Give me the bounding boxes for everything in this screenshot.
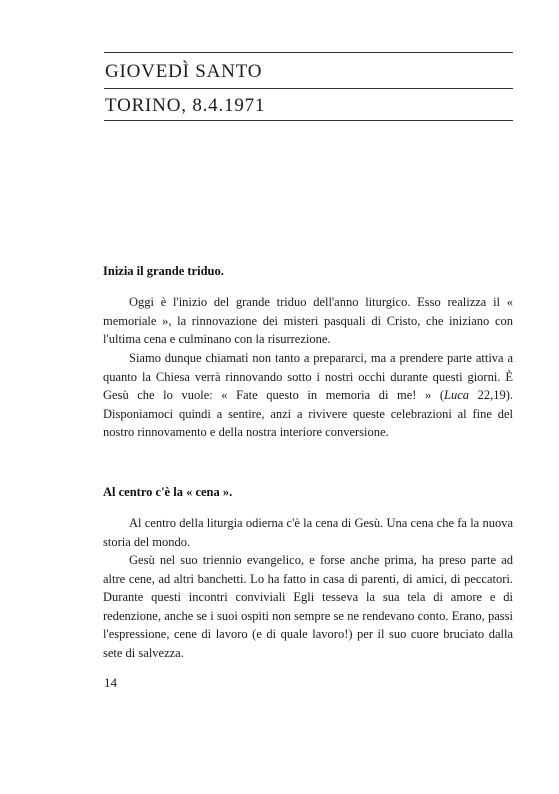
- place-date: TORINO, 8.4.1971: [105, 95, 266, 116]
- top-rule: [104, 52, 513, 53]
- paragraph-2-text: Siamo dunque chiamati non tanto a prepararci, ma a prendere parte attiva a quanto la Chiesa verrà rinnovando sotto i nostri occhi durante questi giorni. È Gesù che lo vuole: « Fate questo in memoria di me! »: [103, 351, 513, 402]
- section-title-1: Inizia il grande triduo.: [103, 264, 224, 278]
- page-title: GIOVEDÌ SANTO: [105, 61, 263, 82]
- section-2-paragraph-2: Gesù nel suo triennio evangelico, e forse anche prima, ha preso parte ad altre cene, ad altri banchetti. Lo ha fatto in casa di parenti, di amici, di peccatori. Durante questi incontri conviviali Egli tesseva la sua tela di amore e di redenzione, anche se i suoi ospiti non sempre se ne rendevano conto. Erano, passi l'espressione, cene di lavoro (e di quale lavoro!) per il suo cuore bruciato dalla sete di salvezza.: [103, 553, 513, 660]
- section-1-paragraph-1: Oggi è l'inizio del grande triduo dell'anno liturgico. Esso realizza il « memoriale », la rinnovazione dei misteri pasquali di Cristo, che iniziano con l'ultima cena e culminano con la risurrezione.: [103, 295, 513, 346]
- paragraph-2-continuation: 22,19). Disponiamoci quindi a sentire, anzi a rivivere queste celebrazioni al fine del nostro rinnovamento e della nostra interiore conversione.: [103, 388, 514, 439]
- page-number: 14: [104, 675, 117, 690]
- bottom-rule: [104, 120, 513, 121]
- scripture-reference-book: Luca: [444, 388, 470, 402]
- section-2-paragraph-1: Al centro della liturgia odierna c'è la cena di Gesù. Una cena che fa la nuova storia del mondo.: [103, 516, 513, 549]
- section-1-paragraph-2: Siamo dunque chiamati non tanto a prepararci, ma a prendere parte attiva a quanto la Chiesa verrà rinnovando sotto i nostri occhi durante questi giorni. È Gesù che lo vuole: « Fate questo in memoria di me! » (Luca 22,19). Disponiamoci quindi a sentire, anzi a rivivere queste celebrazioni al fine del nostro rinnovamento e della nostra interiore conversione.: [103, 351, 514, 439]
- section-title-2: Al centro c'è la « cena ».: [103, 485, 233, 499]
- middle-rule: [104, 88, 513, 89]
